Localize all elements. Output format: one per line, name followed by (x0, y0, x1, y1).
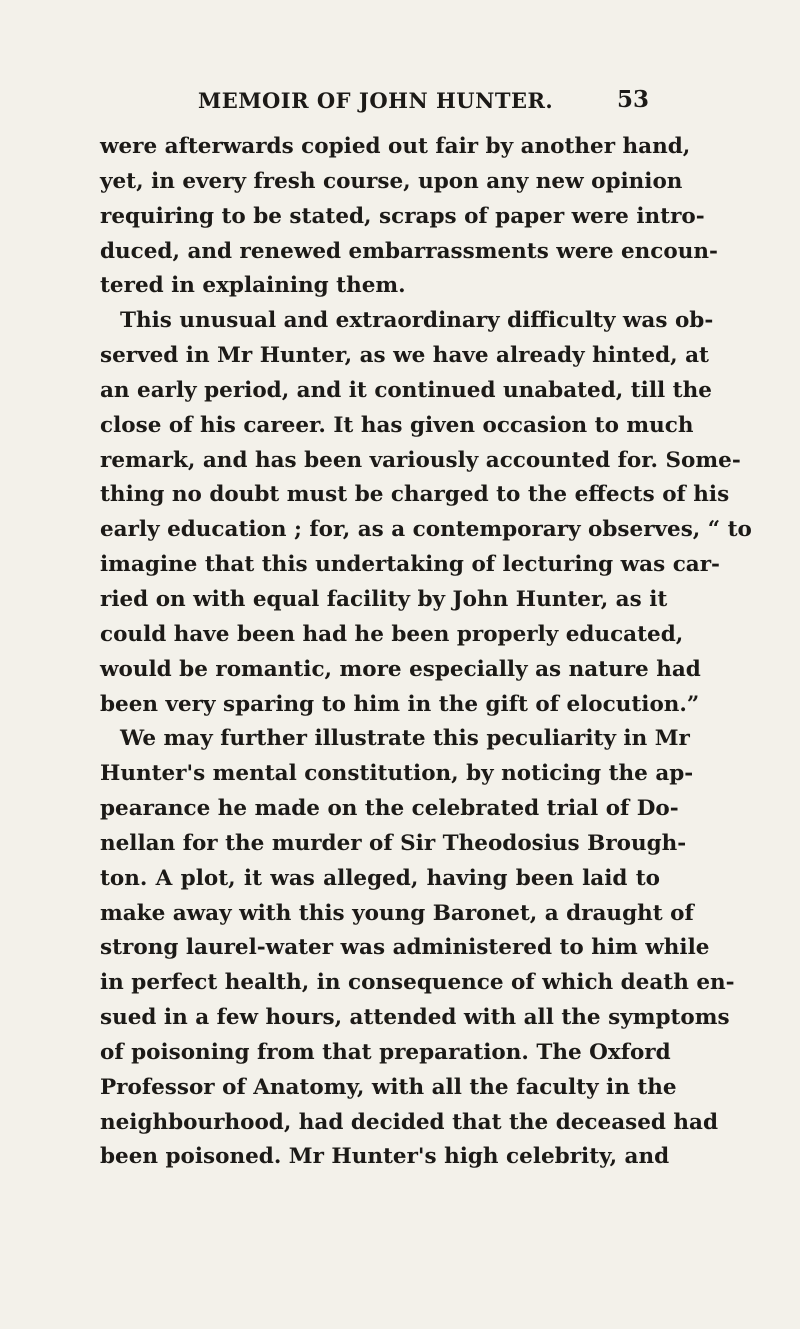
text-line: pearance he made on the celebrated trial of Do- (100, 796, 679, 822)
text-line: sued in a few hours, attended with all the symptoms (100, 1005, 730, 1031)
page-number: 53 (617, 86, 650, 113)
text-line: yet, in every fresh course, upon any new opinion (100, 168, 683, 194)
text-line: served in Mr Hunter, as we have already hinted, at (100, 343, 709, 369)
text-line: neighbourhood, had decided that the deceased had (100, 1109, 719, 1135)
text-line: close of his career. It has given occasion to much (100, 412, 694, 438)
text-line: Professor of Anatomy, with all the faculty in the (100, 1074, 677, 1100)
text-line: This unusual and extraordinary difficulty was ob- (120, 308, 714, 334)
text-line: been very sparing to him in the gift of elocution.” (100, 691, 700, 717)
running-title: MEMOIR OF JOHN HUNTER. (198, 88, 554, 113)
text-line: were afterwards copied out fair by another hand, (100, 134, 691, 159)
text-line: early education ; for, as a contemporary observes, “ to (100, 517, 752, 543)
text-line: We may further illustrate this peculiarity in Mr (120, 726, 690, 752)
text-line: could have been had he been properly educated, (100, 621, 684, 647)
text-line: ried on with equal facility by John Hunter, as it (100, 586, 668, 612)
body-text (100, 130, 752, 1175)
text-line: remark, and has been variously accounted for. Some- (100, 447, 741, 473)
text-line: would be romantic, more especially as nature had (100, 656, 701, 682)
text-line: requiring to be stated, scraps of paper were intro- (100, 203, 705, 229)
text-line: make away with this young Baronet, a draught of (100, 900, 694, 926)
text-line: been poisoned. Mr Hunter's high celebrity, and (100, 1144, 670, 1170)
text-line: duced, and renewed embarrassments were encoun- (100, 238, 718, 264)
text-line: strong laurel-water was administered to him while (100, 935, 710, 961)
text-line: in perfect health, in consequence of which death en- (100, 970, 735, 996)
text-line: ton. A plot, it was alleged, having been laid to (100, 865, 660, 891)
text-line: nellan for the murder of Sir Theodosius Brough- (100, 830, 687, 856)
text-line: of poisoning from that preparation. The Oxford (100, 1039, 671, 1065)
running-head (0, 88, 800, 118)
text-line: imagine that this undertaking of lecturing was car- (100, 552, 720, 578)
text-line: thing no doubt must be charged to the effects of his (100, 482, 730, 508)
text-line: Hunter's mental constitution, by noticing the ap- (100, 761, 694, 787)
text-line: tered in explaining them. (100, 273, 406, 299)
text-line: an early period, and it continued unabated, till the (100, 377, 712, 403)
